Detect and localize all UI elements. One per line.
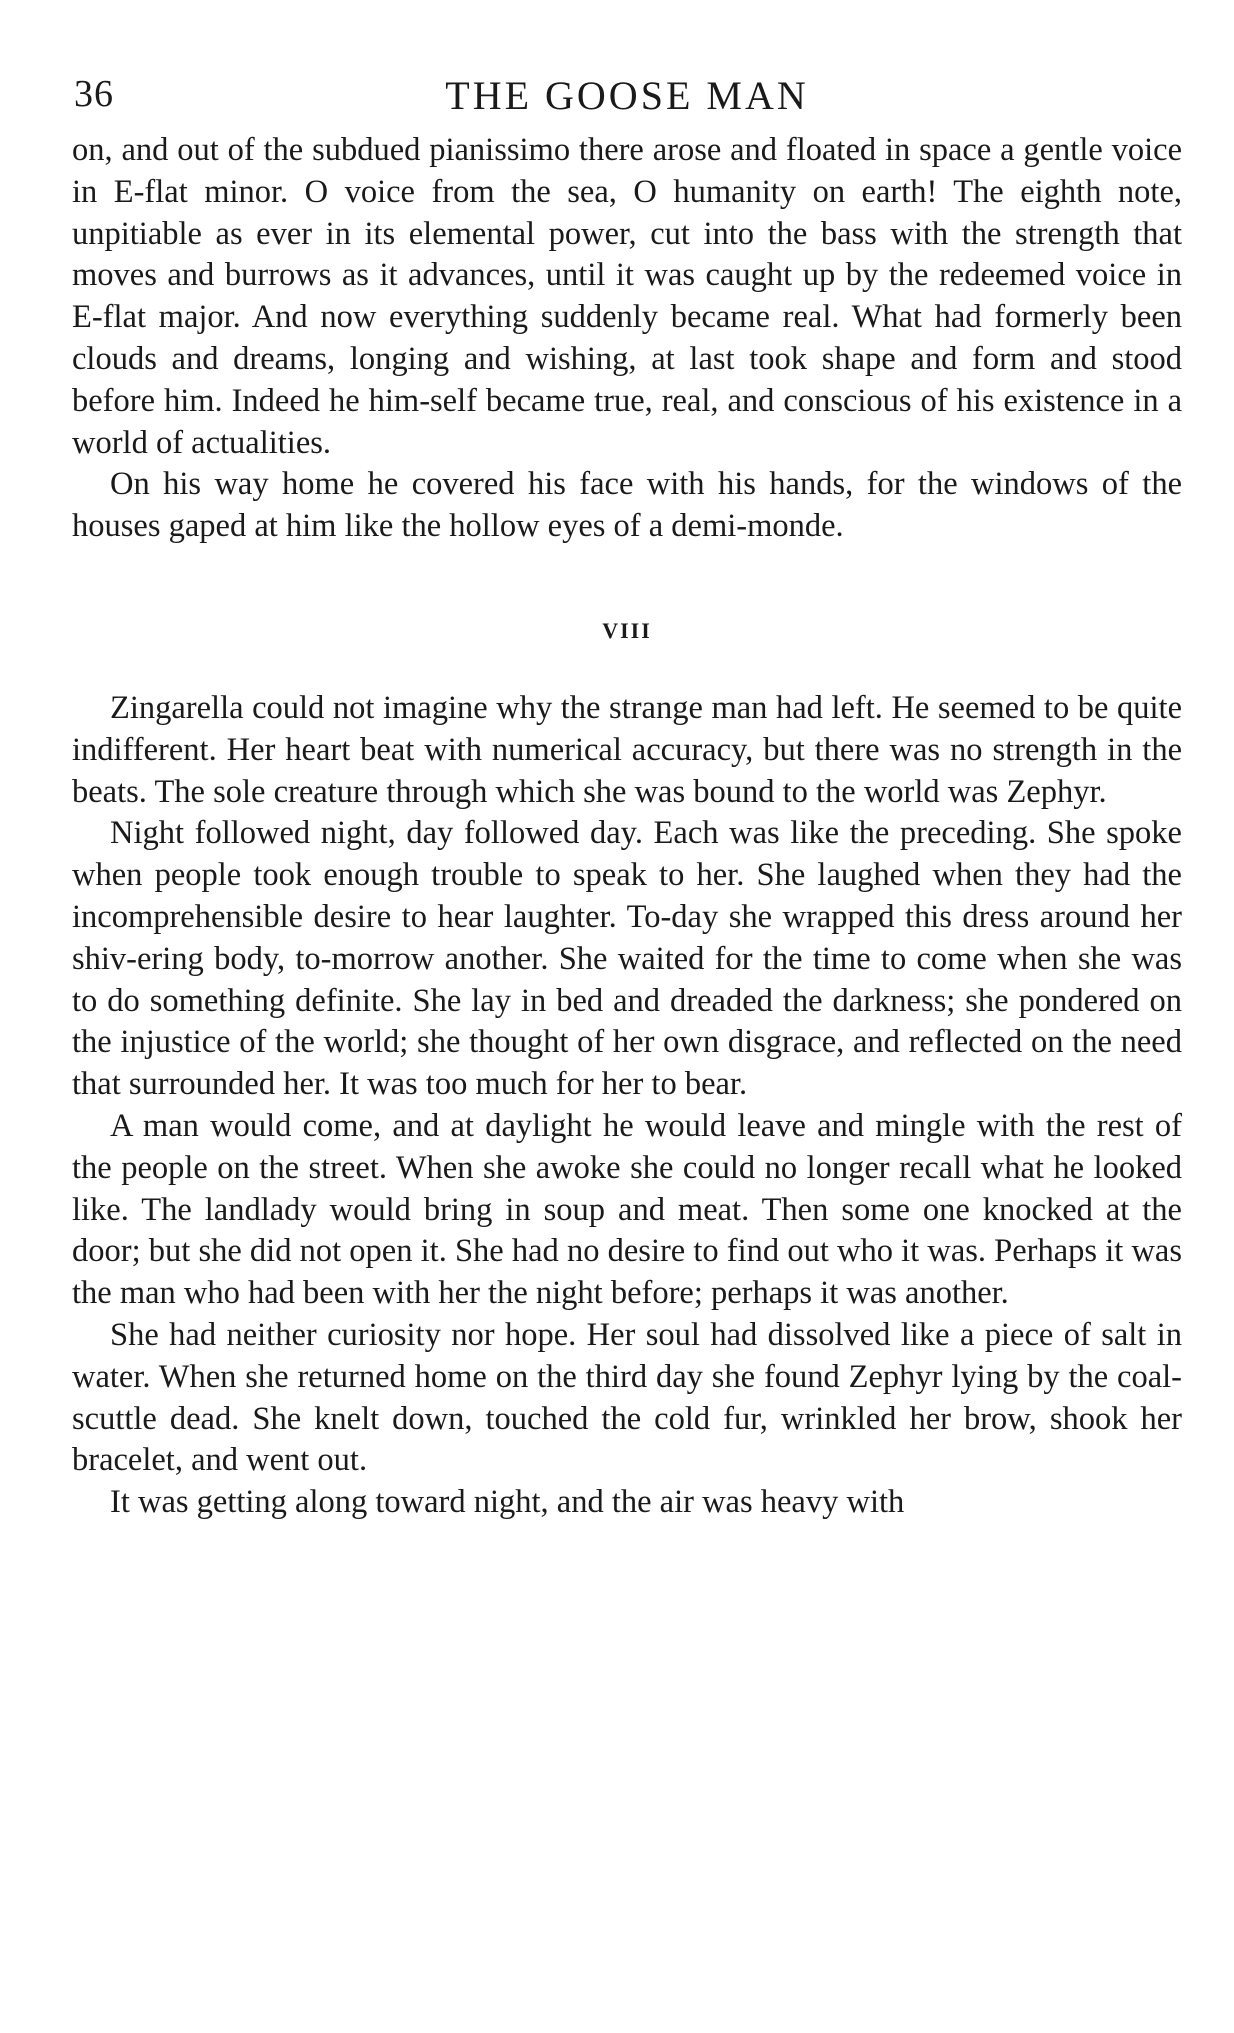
paragraph: Night followed night, day followed day. Each was like the preceding. She spoke when people took enough trouble to speak to her. She laughed when they had the incomprehensible desire to hear laughter. To-day she wrapped this dress around her shiv-ering body, to-morrow another. She waited for the time to come when she was to do something definite. She lay in bed and dreaded the darkness; she pondered on the injustice of the world; she thought of her own disgrace, and reflected on the need that surrounded her. It was too much for her to bear. bbox=[72, 815, 1182, 1103]
paragraph: Zingarella could not imagine why the strange man had left. He seemed to be quite indifferent. Her heart beat with numerical accuracy, but there was no strength in the beats. The sole creature through which she was bound to the world was Zephyr. bbox=[72, 689, 1182, 810]
paragraph-final: It was getting along toward night, and the air was heavy with bbox=[110, 1484, 905, 1521]
section-heading: VIII bbox=[602, 617, 652, 643]
paragraph-continuation: on, and out of the subdued pianissimo there arose and floated in space a gentle voice in E-flat minor. O voice from the sea, O humanity on earth! The eighth note, unpitiable as ever in its elemental power, cut into the bass with the strength that moves and burrows as it advances, until it was caught up by the redeemed voice in E-flat major. And now everything suddenly became real. What had formerly been clouds and dreams, longing and wishing, at last took shape and form and stood before him. Indeed he him-self became true, real, and conscious of his existence in a world of actualities. bbox=[72, 132, 1182, 461]
running-head bbox=[72, 72, 1182, 130]
paragraph: She had neither curiosity nor hope. Her soul had dissolved like a piece of salt in water. When she returned home on the third day she found Zephyr lying by the coal-scuttle dead. She knelt down, touched the cold fur, wrinkled her brow, shook her bracelet, and went out. bbox=[72, 1316, 1182, 1479]
text-block-after-section bbox=[72, 688, 1182, 1524]
running-title: THE GOOSE MAN bbox=[445, 73, 809, 118]
text-block-before-section bbox=[72, 130, 1182, 548]
page-number: 36 bbox=[74, 73, 114, 115]
paragraph: A man would come, and at daylight he would leave and mingle with the rest of the people on the street. When she awoke she could no longer recall what he looked like. The landlady would bring in soup and meat. Then some one knocked at the door; but she did not open it. She had no desire to find out who it was. Perhaps it was the man who had been with her the night before; perhaps it was another. bbox=[72, 1107, 1182, 1312]
paragraph: On his way home he covered his face with his hands, for the windows of the houses gaped at him like the hollow eyes of a demi-monde. bbox=[72, 466, 1182, 545]
book-page bbox=[72, 72, 1182, 1524]
